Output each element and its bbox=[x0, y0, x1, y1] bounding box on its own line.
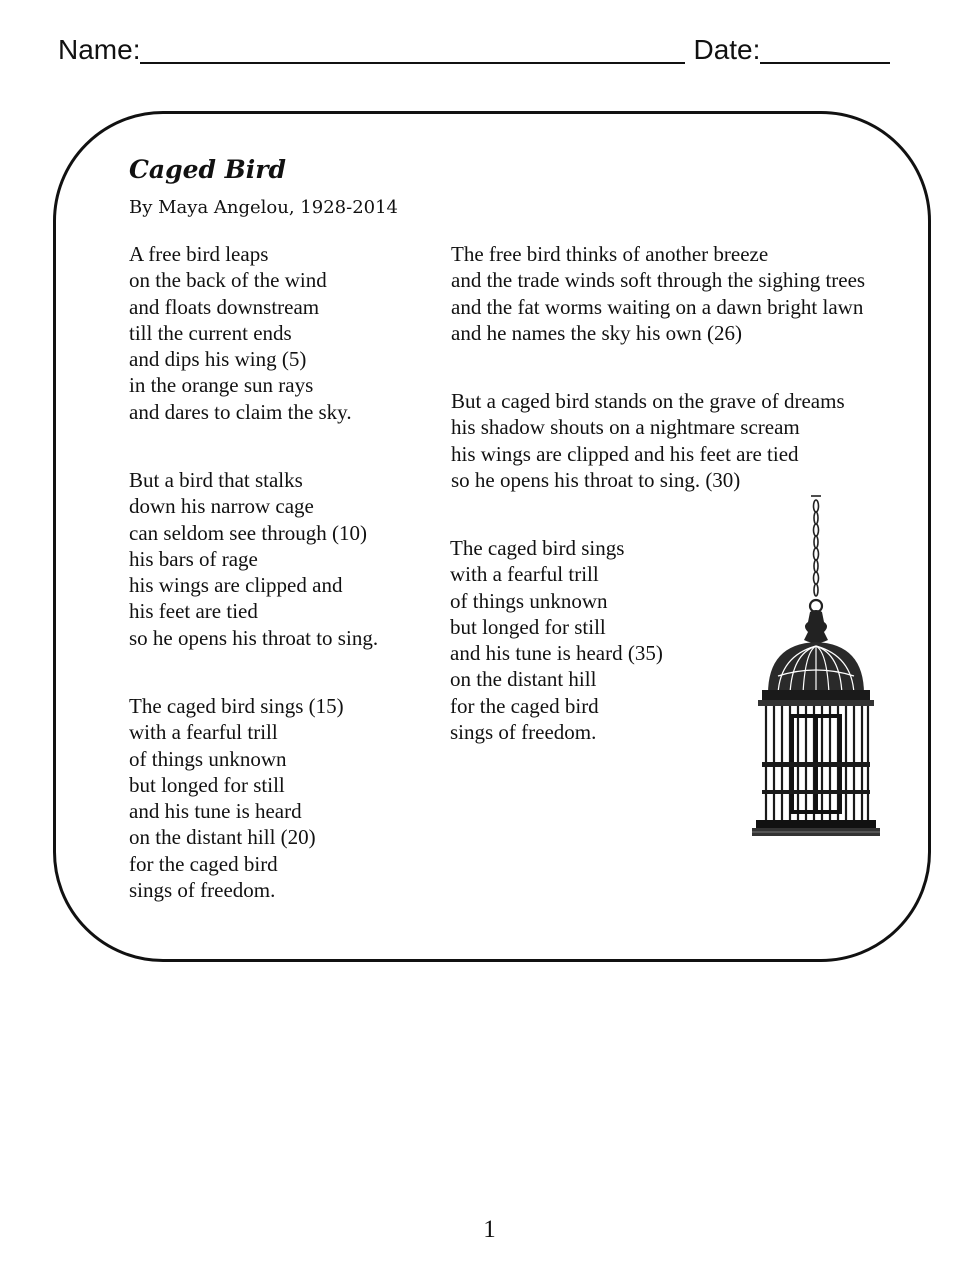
poem-line: on the distant hill (20) bbox=[129, 825, 316, 850]
poem-line: sings of freedom. bbox=[129, 878, 276, 903]
poem-line: and dares to claim the sky. bbox=[129, 399, 352, 424]
poem-line: but longed for still bbox=[129, 772, 285, 797]
poem-line: for the caged bird bbox=[450, 693, 599, 718]
date-label: Date: bbox=[693, 34, 761, 65]
poem-title: Caged Bird bbox=[129, 155, 286, 184]
poem-line: The free bird thinks of another breeze bbox=[451, 242, 769, 266]
poem-line: and he names the sky his own (26) bbox=[451, 320, 743, 345]
date-blank-line[interactable] bbox=[760, 32, 890, 64]
poem-line: of things unknown bbox=[129, 746, 287, 771]
poem-line: but longed for still bbox=[450, 614, 606, 639]
poem-line: on the back of the wind bbox=[129, 268, 327, 293]
poem-line: his shadow shouts on a nightmare scream bbox=[451, 415, 800, 440]
name-label: Name: bbox=[58, 34, 141, 65]
poem-line: But a bird that stalks bbox=[129, 468, 303, 492]
poem-line: so he opens his throat to sing. bbox=[129, 625, 379, 650]
page-number: 1 bbox=[483, 1216, 496, 1243]
poem-line: with a fearful trill bbox=[129, 720, 278, 745]
poem-line: and floats downstream bbox=[129, 294, 320, 319]
poem-line: on the distant hill bbox=[450, 667, 597, 692]
birdcage-icon bbox=[748, 494, 884, 842]
stanza-4 bbox=[451, 241, 865, 346]
poem-line: for the caged bird bbox=[129, 851, 278, 876]
worksheet-header bbox=[58, 30, 918, 70]
poem-byline: By Maya Angelou, 1928-2014 bbox=[129, 197, 398, 218]
poem-line: and dips his wing (5) bbox=[129, 347, 307, 372]
poem-line: in the orange sun rays bbox=[129, 373, 314, 398]
poem-line: down his narrow cage bbox=[129, 494, 314, 519]
poem-line: The caged bird sings bbox=[450, 536, 625, 560]
stanza-3 bbox=[129, 693, 344, 903]
poem-line: The caged bird sings (15) bbox=[129, 694, 344, 718]
stanza-6 bbox=[450, 535, 663, 745]
poem-line: and the trade winds soft through the sighing trees bbox=[451, 268, 866, 293]
poem-line: can seldom see through (10) bbox=[129, 520, 367, 545]
poem-line: till the current ends bbox=[129, 320, 292, 345]
poem-line: with a fearful trill bbox=[450, 562, 599, 587]
stanza-5 bbox=[451, 388, 845, 493]
poem-line: and his tune is heard (35) bbox=[450, 641, 663, 666]
poem-line: A free bird leaps bbox=[129, 242, 269, 266]
poem-line: sings of freedom. bbox=[450, 720, 597, 745]
poem-line: his feet are tied bbox=[129, 599, 258, 624]
poem-line: his bars of rage bbox=[129, 546, 258, 571]
poem-line: his wings are clipped and his feet are tied bbox=[451, 441, 799, 466]
name-blank-line[interactable] bbox=[140, 32, 685, 64]
poem-line: and the fat worms waiting on a dawn bright lawn bbox=[451, 294, 864, 319]
poem-line: But a caged bird stands on the grave of dreams bbox=[451, 389, 845, 413]
poem-line: so he opens his throat to sing. (30) bbox=[451, 467, 741, 492]
poem-line: his wings are clipped and bbox=[129, 573, 343, 598]
stanza-1 bbox=[129, 241, 352, 425]
poem-line: and his tune is heard bbox=[129, 799, 302, 824]
stanza-2 bbox=[129, 467, 378, 651]
poem-line: of things unknown bbox=[450, 588, 608, 613]
